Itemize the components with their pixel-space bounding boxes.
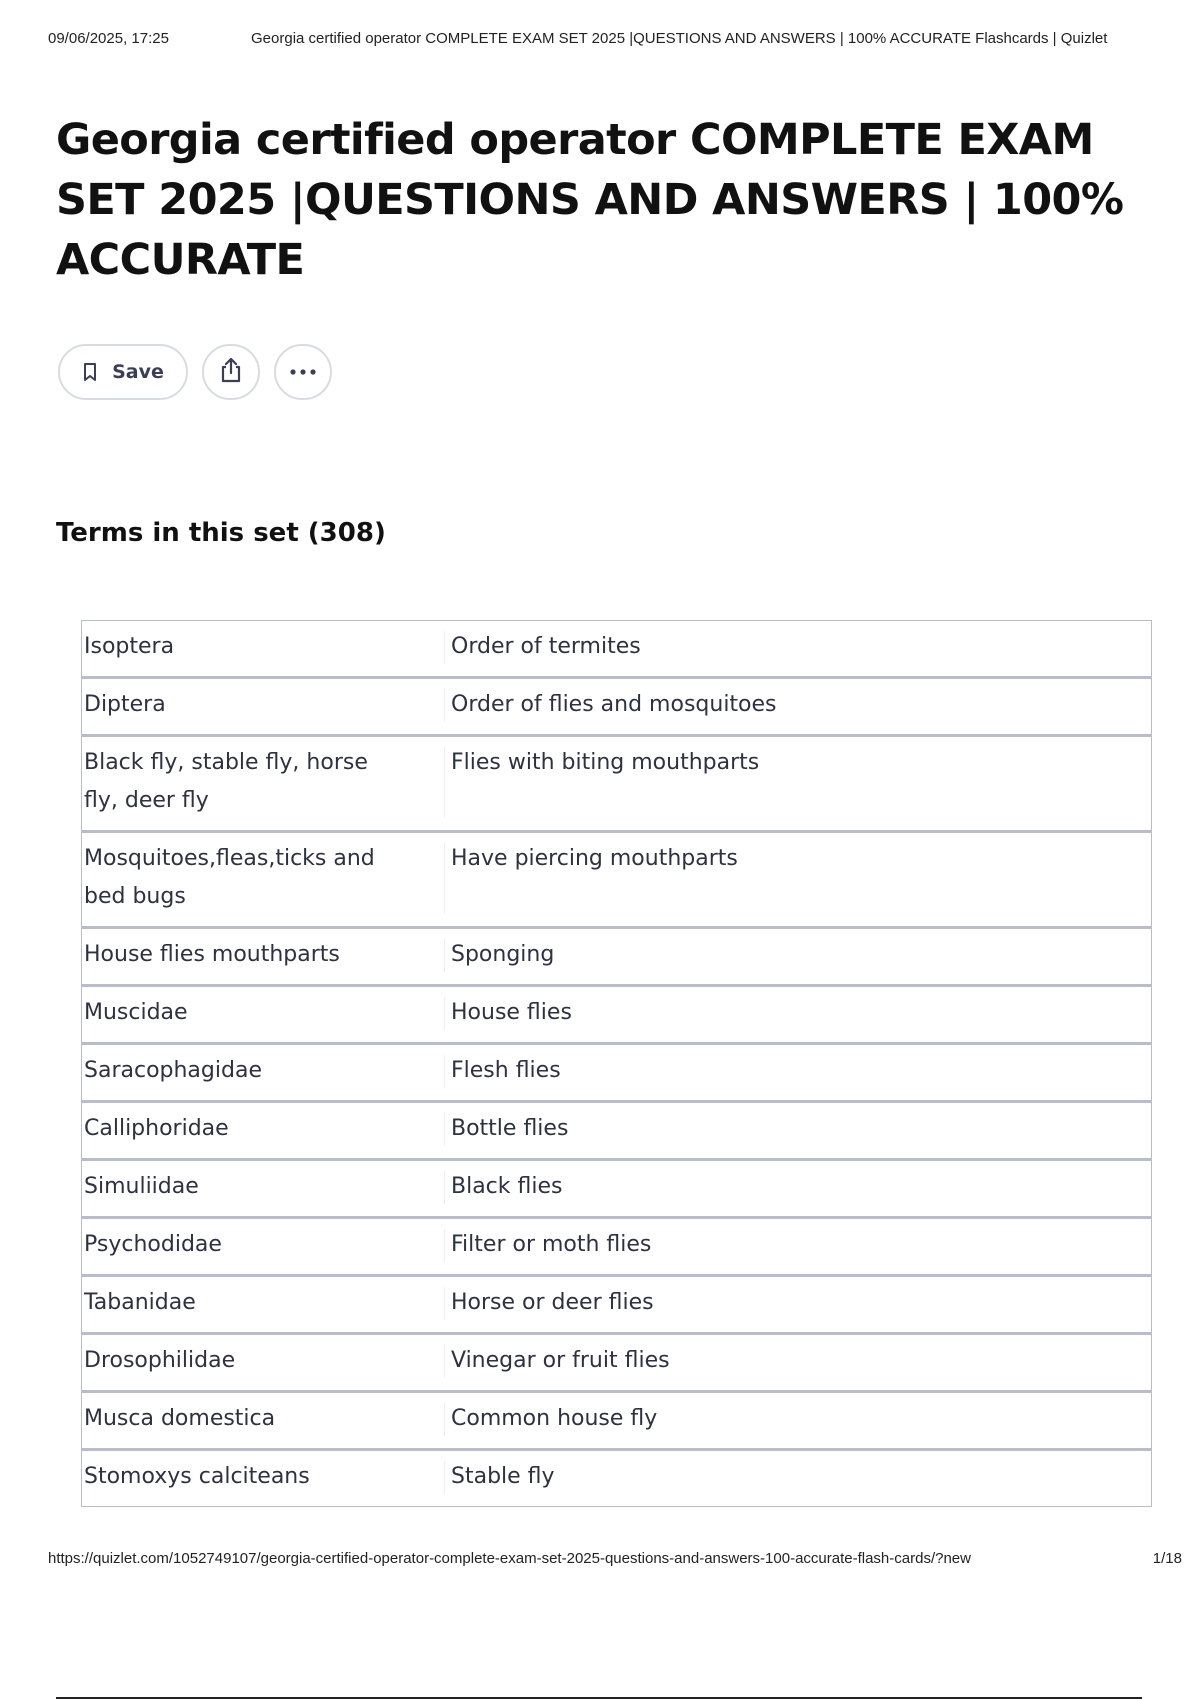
table-row [82, 986, 1152, 1044]
table-row [82, 1276, 1152, 1334]
term-cell: Tabanidae [82, 1276, 445, 1334]
table-row [82, 1160, 1152, 1218]
table-row [82, 1218, 1152, 1276]
table-row [82, 832, 1152, 928]
definition-cell: Black flies [444, 1160, 1152, 1218]
term-cell: Isoptera [82, 621, 445, 678]
term-cell: Psychodidae [82, 1218, 445, 1276]
table-row [82, 1044, 1152, 1102]
divider [56, 1697, 1142, 1699]
definition-cell: Flies with biting mouthparts [444, 736, 1152, 832]
term-cell: Stomoxys calciteans [82, 1450, 445, 1507]
term-cell: House flies mouthparts [82, 928, 445, 986]
bookmark-icon [82, 362, 98, 382]
term-cell: Mosquitoes,fleas,ticks and bed bugs [82, 832, 445, 928]
save-button-label: Save [112, 361, 164, 383]
terms-table [81, 620, 1152, 1507]
print-document-title: Georgia certified operator COMPLETE EXAM SET 2025 |QUESTIONS AND ANSWERS | 100% ACCURATE Flashcards | Quizlet [251, 30, 1108, 47]
page-title: Georgia certified operator COMPLETE EXAM SET 2025 |QUESTIONS AND ANSWERS | 100% ACCURATE [56, 115, 1124, 285]
share-icon [218, 356, 244, 389]
table-row [82, 928, 1152, 986]
definition-cell: Have piercing mouthparts [444, 832, 1152, 928]
table-row [82, 678, 1152, 736]
save-button[interactable] [58, 344, 188, 400]
term-cell: Calliphoridae [82, 1102, 445, 1160]
term-cell: Musca domestica [82, 1392, 445, 1450]
term-cell: Muscidae [82, 986, 445, 1044]
more-options-button[interactable] [274, 344, 332, 400]
definition-cell: Horse or deer flies [444, 1276, 1152, 1334]
definition-cell: Order of flies and mosquitoes [444, 678, 1152, 736]
table-row [82, 1392, 1152, 1450]
term-cell: Diptera [82, 678, 445, 736]
definition-cell: Vinegar or fruit flies [444, 1334, 1152, 1392]
definition-cell: Sponging [444, 928, 1152, 986]
table-row [82, 1450, 1152, 1507]
term-cell: Black fly, stable fly, horse fly, deer fly [82, 736, 445, 832]
term-cell: Saracophagidae [82, 1044, 445, 1102]
table-row [82, 1334, 1152, 1392]
page-url: https://quizlet.com/1052749107/georgia-certified-operator-complete-exam-set-2025-questions-and-answers-100-accurate-flash-cards/?new [48, 1550, 971, 1567]
print-date: 09/06/2025, 17:25 [48, 30, 169, 47]
terms-heading: Terms in this set (308) [56, 518, 386, 548]
more-icon [289, 363, 317, 381]
definition-cell: Order of termites [444, 621, 1152, 678]
term-cell: Simuliidae [82, 1160, 445, 1218]
share-button[interactable] [202, 344, 260, 400]
table-row [82, 1102, 1152, 1160]
table-row [82, 621, 1152, 678]
term-cell: Drosophilidae [82, 1334, 445, 1392]
definition-cell: Stable fly [444, 1450, 1152, 1507]
definition-cell: Flesh flies [444, 1044, 1152, 1102]
definition-cell: Common house fly [444, 1392, 1152, 1450]
definition-cell: Filter or moth flies [444, 1218, 1152, 1276]
definition-cell: Bottle flies [444, 1102, 1152, 1160]
definition-cell: House flies [444, 986, 1152, 1044]
table-row [82, 736, 1152, 832]
page-number: 1/18 [1152, 1550, 1182, 1567]
